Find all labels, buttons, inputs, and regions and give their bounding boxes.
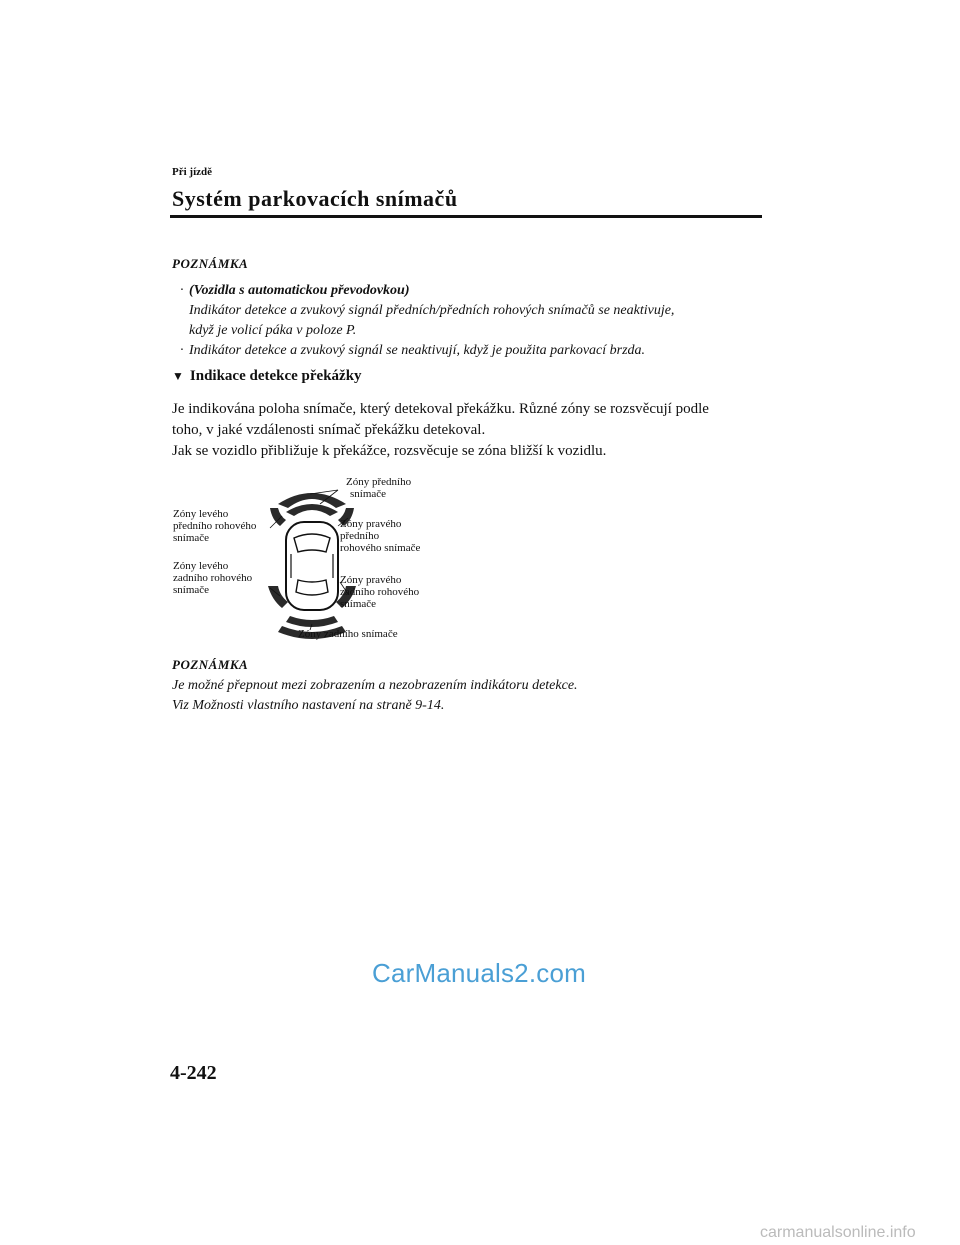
- note-bullet-item: [180, 341, 770, 361]
- body-text: [172, 399, 772, 462]
- title-divider: [170, 215, 762, 218]
- note-text: [172, 676, 578, 716]
- body-line: toho, v jaké vzdálenosti snímač překážku detekoval.: [172, 422, 486, 438]
- body-line: Jak se vozidlo přibližuje k překážce, rozsvěcuje se zóna bližší k vozidlu.: [172, 443, 607, 459]
- car-sensor-zones-diagram: [160, 468, 460, 648]
- page-title: Systém parkovacích snímačů: [172, 186, 458, 211]
- note-line: Viz Možnosti vlastního nastavení na straně 9-14.: [172, 698, 445, 713]
- body-line: Je indikována poloha snímače, který detekoval překážku. Různé zóny se rozsvěcují podle: [172, 401, 709, 417]
- note-bullet-item: [180, 281, 770, 341]
- note-line: Je možné přepnout mezi zobrazením a nezobrazením indikátoru detekce.: [172, 678, 578, 693]
- bullet-icon: ·: [180, 283, 184, 298]
- note-heading: POZNÁMKA: [172, 256, 249, 271]
- page-number: 4-242: [170, 1062, 217, 1084]
- subsection-heading: [172, 368, 362, 385]
- note-heading: POZNÁMKA: [172, 657, 249, 672]
- footer-watermark: carmanualsonline.info: [760, 1224, 916, 1241]
- label-front-zones: Zóny předního snímače: [346, 476, 412, 500]
- label-left-front-corner-zones: Zóny levého předního rohového snímače: [173, 508, 257, 544]
- section-label: Při jízdě: [172, 166, 213, 178]
- triangle-down-icon: ▼: [172, 369, 184, 383]
- bullet-line: Indikátor detekce a zvukový signál předních/předních rohových snímačů se neaktivuje,: [189, 303, 675, 318]
- note-bullet-list: [180, 281, 770, 361]
- bullet-icon: ·: [180, 343, 184, 358]
- label-left-rear-corner-zones: Zóny levého zadního rohového snímače: [173, 560, 253, 596]
- parking-sensor-figure: [160, 468, 460, 648]
- label-rear-zones: Zóny zadního snímače: [298, 628, 398, 640]
- bullet-line: Indikátor detekce a zvukový signál se neaktivují, když je použita parkovací brzda.: [189, 343, 646, 358]
- label-right-front-corner-zones: Zóny pravého předního rohového snímače: [340, 518, 421, 554]
- label-right-rear-corner-zones: Zóny pravého zadního rohového snímače: [340, 574, 420, 610]
- watermark-logo: CarManuals2.com: [372, 958, 586, 988]
- bullet-line: když je volicí páka v poloze P.: [189, 323, 357, 338]
- subsection-heading-text: Indikace detekce překážky: [189, 368, 362, 384]
- bullet-title: (Vozidla s automatickou převodovkou): [189, 283, 410, 298]
